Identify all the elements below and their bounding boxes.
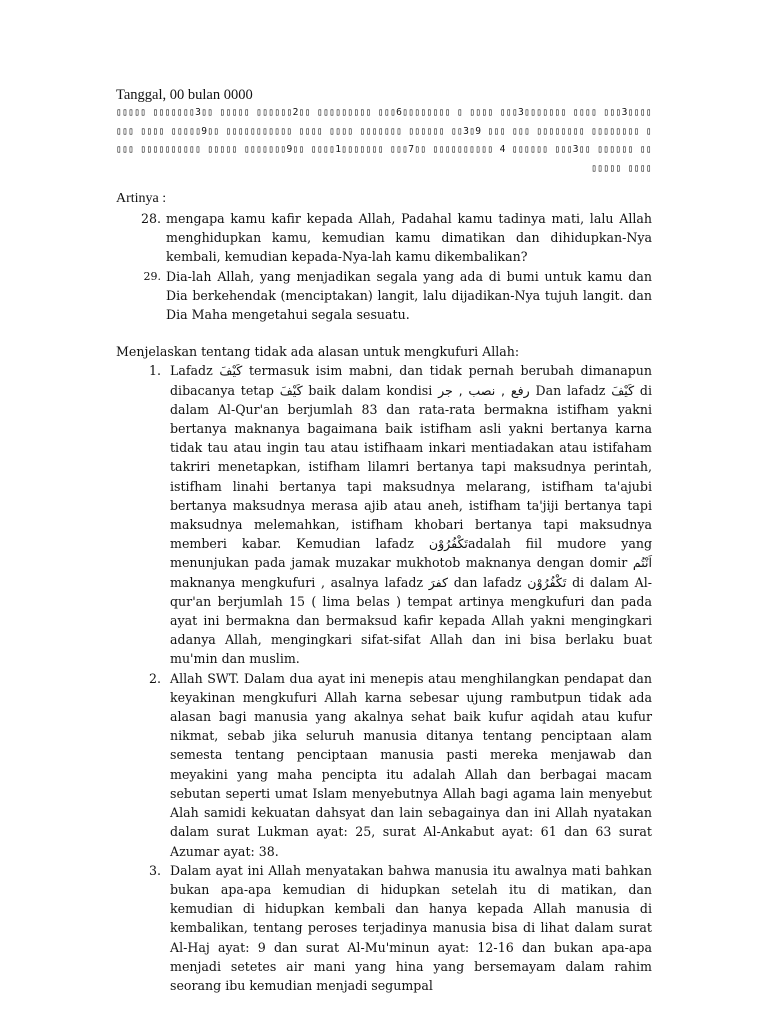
- verse-number: 29.: [143, 269, 161, 283]
- verse-text: Dia-lah Allah, yang menjadikan segala yang ada di bumi untuk kamu dan Dia berkehendak (menciptakan) langit, lalu dijadikan-Nya tujuh langit. dan Dia Maha mengetahui segala sesuatu.: [166, 268, 652, 323]
- document-page: [116, 87, 652, 995]
- item-text: Dalam ayat ini Allah menyatakan bahwa manusia itu awalnya mati bahkan bukan apa-apa kemudian di hidupkan setelah itu di matikan, dan kemudian di hidupkan kembali dan hanya kepada Allah manusia di kembalikan, tentang peroses terjadinya manusia bisa di lihat dalam surat Al-Haj ayat: 9 dan surat Al-Mu'minun ayat: 12-16 dan bukan apa-apa menjadi setetes air mani yang hina yang bersemayam dalam rahim seorang ibu kemudian menjadi segumpal: [170, 862, 652, 993]
- text-segment: maknanya mengkufuri , asalnya lafadz: [170, 574, 429, 590]
- verse-translation-list: [116, 209, 652, 324]
- verse-number: 28.: [140, 211, 161, 226]
- date-line: Tanggal, 00 bulan 0000: [116, 87, 253, 103]
- verse-29: [116, 267, 652, 325]
- explanation-item-3: [116, 861, 652, 995]
- explanation-item-2: [116, 669, 652, 861]
- item-number: 1.: [148, 363, 161, 379]
- explanation-list: [116, 361, 652, 995]
- arabic-word: اَنْتُم: [632, 555, 652, 571]
- arabic-verse-garbled: ▯▯▯▯▯ ▯▯▯▯▯▯▯3▯▯ ▯▯▯▯▯ ▯▯▯▯▯▯2▯▯ ▯▯▯▯▯▯▯▯▯ ▯▯▯6▯▯▯▯▯▯▯▯ ▯ ▯▯▯▯ ▯▯▯3▯▯▯▯▯▯▯ ▯▯▯▯ ▯▯▯3▯▯▯▯▯▯▯ ▯▯▯▯ ▯▯▯▯▯9▯▯ ▯▯▯▯▯▯▯▯▯▯▯ ▯▯▯▯ ▯▯▯▯ ▯▯▯▯▯▯▯ ▯▯▯▯▯▯ ▯▯3▯9 ▯▯▯ ▯▯▯ ▯▯▯▯▯▯▯▯ ▯▯▯▯▯▯▯▯ ▯▯▯▯ ▯▯▯▯▯▯▯▯▯▯ ▯▯▯▯▯ ▯▯▯▯▯▯▯9▯▯ ▯▯▯▯1▯▯▯▯▯▯▯ ▯▯▯7▯▯ ▯▯▯▯▯▯▯▯▯▯ 4 ▯▯▯▯▯▯ ▯▯▯3▯▯ ▯▯▯▯▯▯ ▯▯▯▯▯▯▯ ▯▯▯▯: [116, 107, 652, 174]
- verse-text: mengapa kamu kafir kepada Allah, Padahal kamu tadinya mati, lalu Allah menghidupkan kamu, kemudian kamu dimatikan dan dihidupkan-Nya kembali, kemudian kepada-Nya-lah kamu dikembalikan?: [166, 211, 652, 265]
- text-segment: baik dalam kondisi: [302, 382, 439, 398]
- arabic-word: كَيْفَ: [279, 382, 303, 398]
- text-segment: termasuk isim mabni, dan tidak pernah berubah dimanapun dibacanya tetap: [170, 363, 652, 398]
- verse-28: [116, 209, 652, 267]
- arabic-word: كَيْفَ: [611, 382, 635, 398]
- text-segment: di dalam Al-Qur'an berjumlah 83 dan rata-rata bermakna istifham yakni bertanya maknanya bagaimana baik istifham asli yakni bertanya karna tidak tau atau ingin tau atau istifhaam inkari mentiadakan atau istifaham takriri menetapkan, istifham lilamri bertanya tapi maksudnya perintah, istifham linahi bertanya tapi maksudnya melarang, istifham ta'ajubi bertanya maksudnya merasa ajib atau aneh, istifham ta'jiji bertanya tapi maksudnya melemahkan, istifham khobari bertanya tapi maksudnya memberi kabar. Kemudian lafadz: [170, 382, 653, 552]
- text-segment: Dan lafadz: [529, 382, 612, 398]
- explanation-item-1: [116, 361, 652, 668]
- item-number: 2.: [148, 670, 161, 686]
- item-text: Allah SWT. Dalam dua ayat ini menepis atau menghilangkan pendapat dan keyakinan mengkufuri Allah karna sebesar ujung rambutpun tidak ada alasan bagi manusia yang akalnya sehat baik kufur aqidah atau kufur nikmat, sebab jika seluruh manusia ditanya tentang penciptaan alam semesta tentang penciptaan manusia pasti mereka menjawab dan meyakini yang maha pencipta itu adalah Allah dan berbagai macam sebutan seperti umat Islam menyebutnya Allah bagi agama lain menyebut Alah samidi kekuatan dahsyat dan lain sebagainya dan ini Allah nyatakan dalam surat Lukman ayat: 25, surat Al-Ankabut ayat: 61 dan 63 surat Azumar ayat: 38.: [170, 670, 652, 859]
- text-segment: di dalam Al-qur'an berjumlah 15 ( lima belas ) tempat artinya mengkufuri dan pada ayat ini bermakna dan bermaksud kafir kepada Allah yakni mengingkari adanya Allah, mengingkari sifat-sifat Allah dan ini bisa berlaku buat mu'min dan muslim.: [170, 574, 653, 667]
- item-number: 3.: [148, 862, 161, 878]
- arabic-word: كفرَ: [428, 574, 449, 590]
- translation-label: Artinya :: [116, 191, 167, 206]
- text-segment: Lafadz: [170, 363, 220, 379]
- arabic-word: رفع , نصب , جر: [438, 382, 530, 398]
- text-segment: dan lafadz: [448, 574, 528, 590]
- arabic-word: تَكْفُرُوْن: [428, 536, 468, 552]
- text-segment: adalah fiil mudore yang menunjukan pada jamak muzakar mukhotob maknanya dengan domir: [170, 536, 653, 571]
- item-text: [170, 361, 652, 668]
- arabic-word: تَكْفُرُوْن: [527, 574, 567, 590]
- arabic-word: كَيْفَ: [219, 363, 243, 379]
- section-intro: Menjelaskan tentang tidak ada alasan untuk mengkufuri Allah:: [116, 344, 520, 360]
